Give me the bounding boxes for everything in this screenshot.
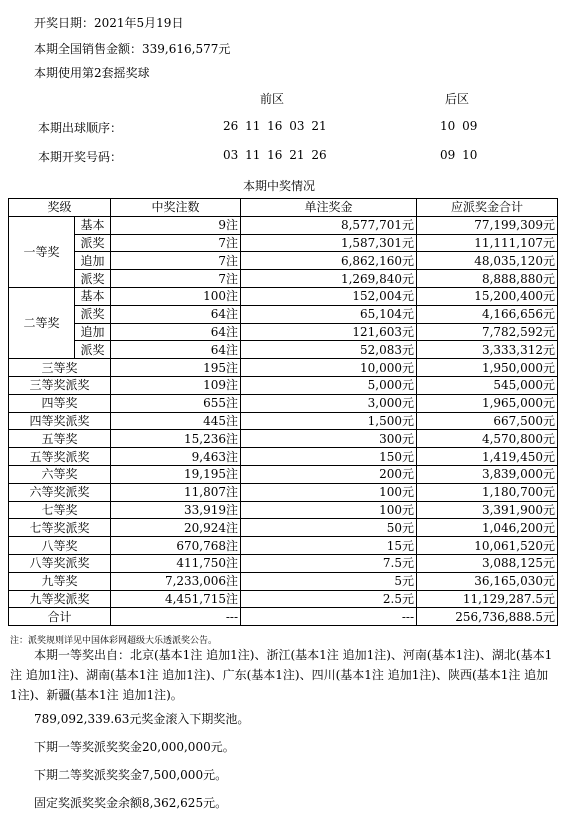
prize-sublevel: 派奖: [75, 234, 111, 252]
single-prize: 5元: [241, 572, 417, 590]
winner-count: 15,236注: [111, 430, 241, 448]
draw-date: 开奖日期：2021年5月19日: [34, 16, 184, 30]
prize-sublevel: 追加: [75, 323, 111, 341]
single-prize: 15元: [241, 537, 417, 555]
winner-count: 411,750注: [111, 554, 241, 572]
single-prize: 121,603元: [241, 323, 417, 341]
ball-set: 本期使用第2套摇奖球: [34, 66, 150, 80]
total-prize: 11,111,107元: [417, 234, 558, 252]
prize-level-name: 五等奖派奖: [9, 448, 111, 466]
draw-order-back: 10 09: [440, 119, 478, 133]
prize-sublevel: 派奖: [75, 270, 111, 288]
winner-count: 7注: [111, 234, 241, 252]
single-prize: 100元: [241, 501, 417, 519]
table-row: [9, 430, 558, 448]
winner-count: 655注: [111, 394, 241, 412]
sum-single: ---: [241, 608, 417, 626]
single-prize: 7.5元: [241, 554, 417, 572]
winner-count: 9注: [111, 216, 241, 234]
winner-count: 195注: [111, 359, 241, 377]
prize-level-name: 七等奖派奖: [9, 519, 111, 537]
winning-numbers-front: 03 11 16 21 26: [223, 148, 327, 162]
table-row: [9, 448, 558, 466]
total-prize: 11,129,287.5元: [417, 590, 558, 608]
table-row: [9, 519, 558, 537]
winner-count: 20,924注: [111, 519, 241, 537]
sum-total: 256,736,888.5元: [417, 608, 558, 626]
winner-count: 19,195注: [111, 465, 241, 483]
table-row: [9, 234, 558, 252]
next-second-prize-text: 下期二等奖派奖奖金7,500,000元。: [34, 768, 228, 782]
prize-level-name: 六等奖派奖: [9, 483, 111, 501]
sales-amount: 本期全国销售金额：339,616,577元: [34, 42, 231, 56]
single-prize: 1,500元: [241, 412, 417, 430]
table-row: [9, 376, 558, 394]
table-row: [9, 252, 558, 270]
prize-level-name: 四等奖派奖: [9, 412, 111, 430]
winner-count: 7注: [111, 252, 241, 270]
prize-level-name: 一等奖: [9, 216, 75, 287]
single-prize: 50元: [241, 519, 417, 537]
winner-count: 7注: [111, 270, 241, 288]
total-prize: 7,782,592元: [417, 323, 558, 341]
table-row: [9, 483, 558, 501]
single-prize: 100元: [241, 483, 417, 501]
total-prize: 3,333,312元: [417, 341, 558, 359]
prize-level-name: 九等奖: [9, 572, 111, 590]
prize-level-name: 六等奖: [9, 465, 111, 483]
single-prize: 2.5元: [241, 590, 417, 608]
winning-numbers-back: 09 10: [440, 148, 478, 162]
table-row: [9, 465, 558, 483]
table-row: [9, 554, 558, 572]
winner-count: 445注: [111, 412, 241, 430]
winning-numbers-label: 本期开奖号码：: [38, 150, 123, 164]
single-prize: 1,587,301元: [241, 234, 417, 252]
winner-count: 64注: [111, 323, 241, 341]
table-row: [9, 394, 558, 412]
winner-count: 33,919注: [111, 501, 241, 519]
winner-count: 64注: [111, 305, 241, 323]
single-prize: 10,000元: [241, 359, 417, 377]
total-prize: 8,888,880元: [417, 270, 558, 288]
single-prize: 1,269,840元: [241, 270, 417, 288]
total-prize: 1,180,700元: [417, 483, 558, 501]
footnote: 注：派奖规则详见中国体彩网超级大乐透派奖公告。: [10, 636, 218, 646]
prize-sublevel: 基本: [75, 216, 111, 234]
total-prize: 3,088,125元: [417, 554, 558, 572]
single-prize: 3,000元: [241, 394, 417, 412]
single-prize: 6,862,160元: [241, 252, 417, 270]
winner-count: 100注: [111, 287, 241, 305]
draw-order-front: 26 11 16 03 21: [223, 119, 327, 133]
total-prize: 10,061,520元: [417, 537, 558, 555]
prize-level-name: 五等奖: [9, 430, 111, 448]
total-prize: 3,839,000元: [417, 465, 558, 483]
total-prize: 48,035,120元: [417, 252, 558, 270]
total-prize: 4,166,656元: [417, 305, 558, 323]
winner-count: 109注: [111, 376, 241, 394]
table-row: [9, 359, 558, 377]
total-prize: 1,965,000元: [417, 394, 558, 412]
total-prize: 77,199,309元: [417, 216, 558, 234]
prize-level-name: 八等奖: [9, 537, 111, 555]
header-total: 应派奖金合计: [417, 199, 558, 217]
rollover-text: 789,092,339.63元奖金滚入下期奖池。: [34, 712, 250, 726]
prize-level-name: 八等奖派奖: [9, 554, 111, 572]
total-prize: 1,046,200元: [417, 519, 558, 537]
prize-level-name: 九等奖派奖: [9, 590, 111, 608]
first-prize-origins: 本期一等奖出自：北京(基本1注 追加1注)、浙江(基本1注 追加1注)、河南(基本1注)、湖北(基本1注 追加1注)、湖南(基本1注 追加1注)、广东(基本1注)、四川(基本1注 追加1注)、陕西(基本1注 追加1注)、新疆(基本1注 追加1注)。: [10, 648, 553, 702]
single-prize: 150元: [241, 448, 417, 466]
winner-count: 11,807注: [111, 483, 241, 501]
table-sum-row: [9, 608, 558, 626]
single-prize: 8,577,701元: [241, 216, 417, 234]
table-row: [9, 287, 558, 305]
table-row: [9, 590, 558, 608]
prize-level-name: 二等奖: [9, 287, 75, 358]
total-prize: 4,570,800元: [417, 430, 558, 448]
total-prize: 667,500元: [417, 412, 558, 430]
total-prize: 3,391,900元: [417, 501, 558, 519]
sum-label: 合计: [9, 608, 111, 626]
total-prize: 1,950,000元: [417, 359, 558, 377]
draw-order-label: 本期出球顺序：: [38, 121, 123, 135]
table-row: [9, 572, 558, 590]
table-row: [9, 270, 558, 288]
front-zone-label: 前区: [260, 92, 285, 106]
prize-sublevel: 派奖: [75, 341, 111, 359]
table-row: [9, 323, 558, 341]
table-row: [9, 216, 558, 234]
prize-table: [8, 198, 558, 626]
winner-count: 7,233,006注: [111, 572, 241, 590]
prize-sublevel: 追加: [75, 252, 111, 270]
header-level: 奖级: [9, 199, 111, 217]
prize-sublevel: 基本: [75, 287, 111, 305]
fixed-remaining-text: 固定奖派奖奖金余额8,362,625元。: [34, 796, 228, 810]
total-prize: 15,200,400元: [417, 287, 558, 305]
next-first-prize-text: 下期一等奖派奖奖金20,000,000元。: [34, 740, 235, 754]
header-single: 单注奖金: [241, 199, 417, 217]
single-prize: 152,004元: [241, 287, 417, 305]
back-zone-label: 后区: [445, 92, 470, 106]
table-header-row: [9, 199, 558, 217]
prize-level-name: 四等奖: [9, 394, 111, 412]
table-row: [9, 412, 558, 430]
table-row: [9, 341, 558, 359]
table-row: [9, 537, 558, 555]
winner-count: 670,768注: [111, 537, 241, 555]
table-row: [9, 305, 558, 323]
table-title: 本期中奖情况: [243, 179, 316, 193]
total-prize: 1,419,450元: [417, 448, 558, 466]
single-prize: 200元: [241, 465, 417, 483]
total-prize: 545,000元: [417, 376, 558, 394]
single-prize: 52,083元: [241, 341, 417, 359]
table-row: [9, 501, 558, 519]
winner-count: 4,451,715注: [111, 590, 241, 608]
total-prize: 36,165,030元: [417, 572, 558, 590]
prize-level-name: 三等奖: [9, 359, 111, 377]
prize-sublevel: 派奖: [75, 305, 111, 323]
winner-count: 64注: [111, 341, 241, 359]
sum-count: ---: [111, 608, 241, 626]
single-prize: 300元: [241, 430, 417, 448]
prize-level-name: 七等奖: [9, 501, 111, 519]
single-prize: 5,000元: [241, 376, 417, 394]
single-prize: 65,104元: [241, 305, 417, 323]
winner-count: 9,463注: [111, 448, 241, 466]
prize-level-name: 三等奖派奖: [9, 376, 111, 394]
header-count: 中奖注数: [111, 199, 241, 217]
